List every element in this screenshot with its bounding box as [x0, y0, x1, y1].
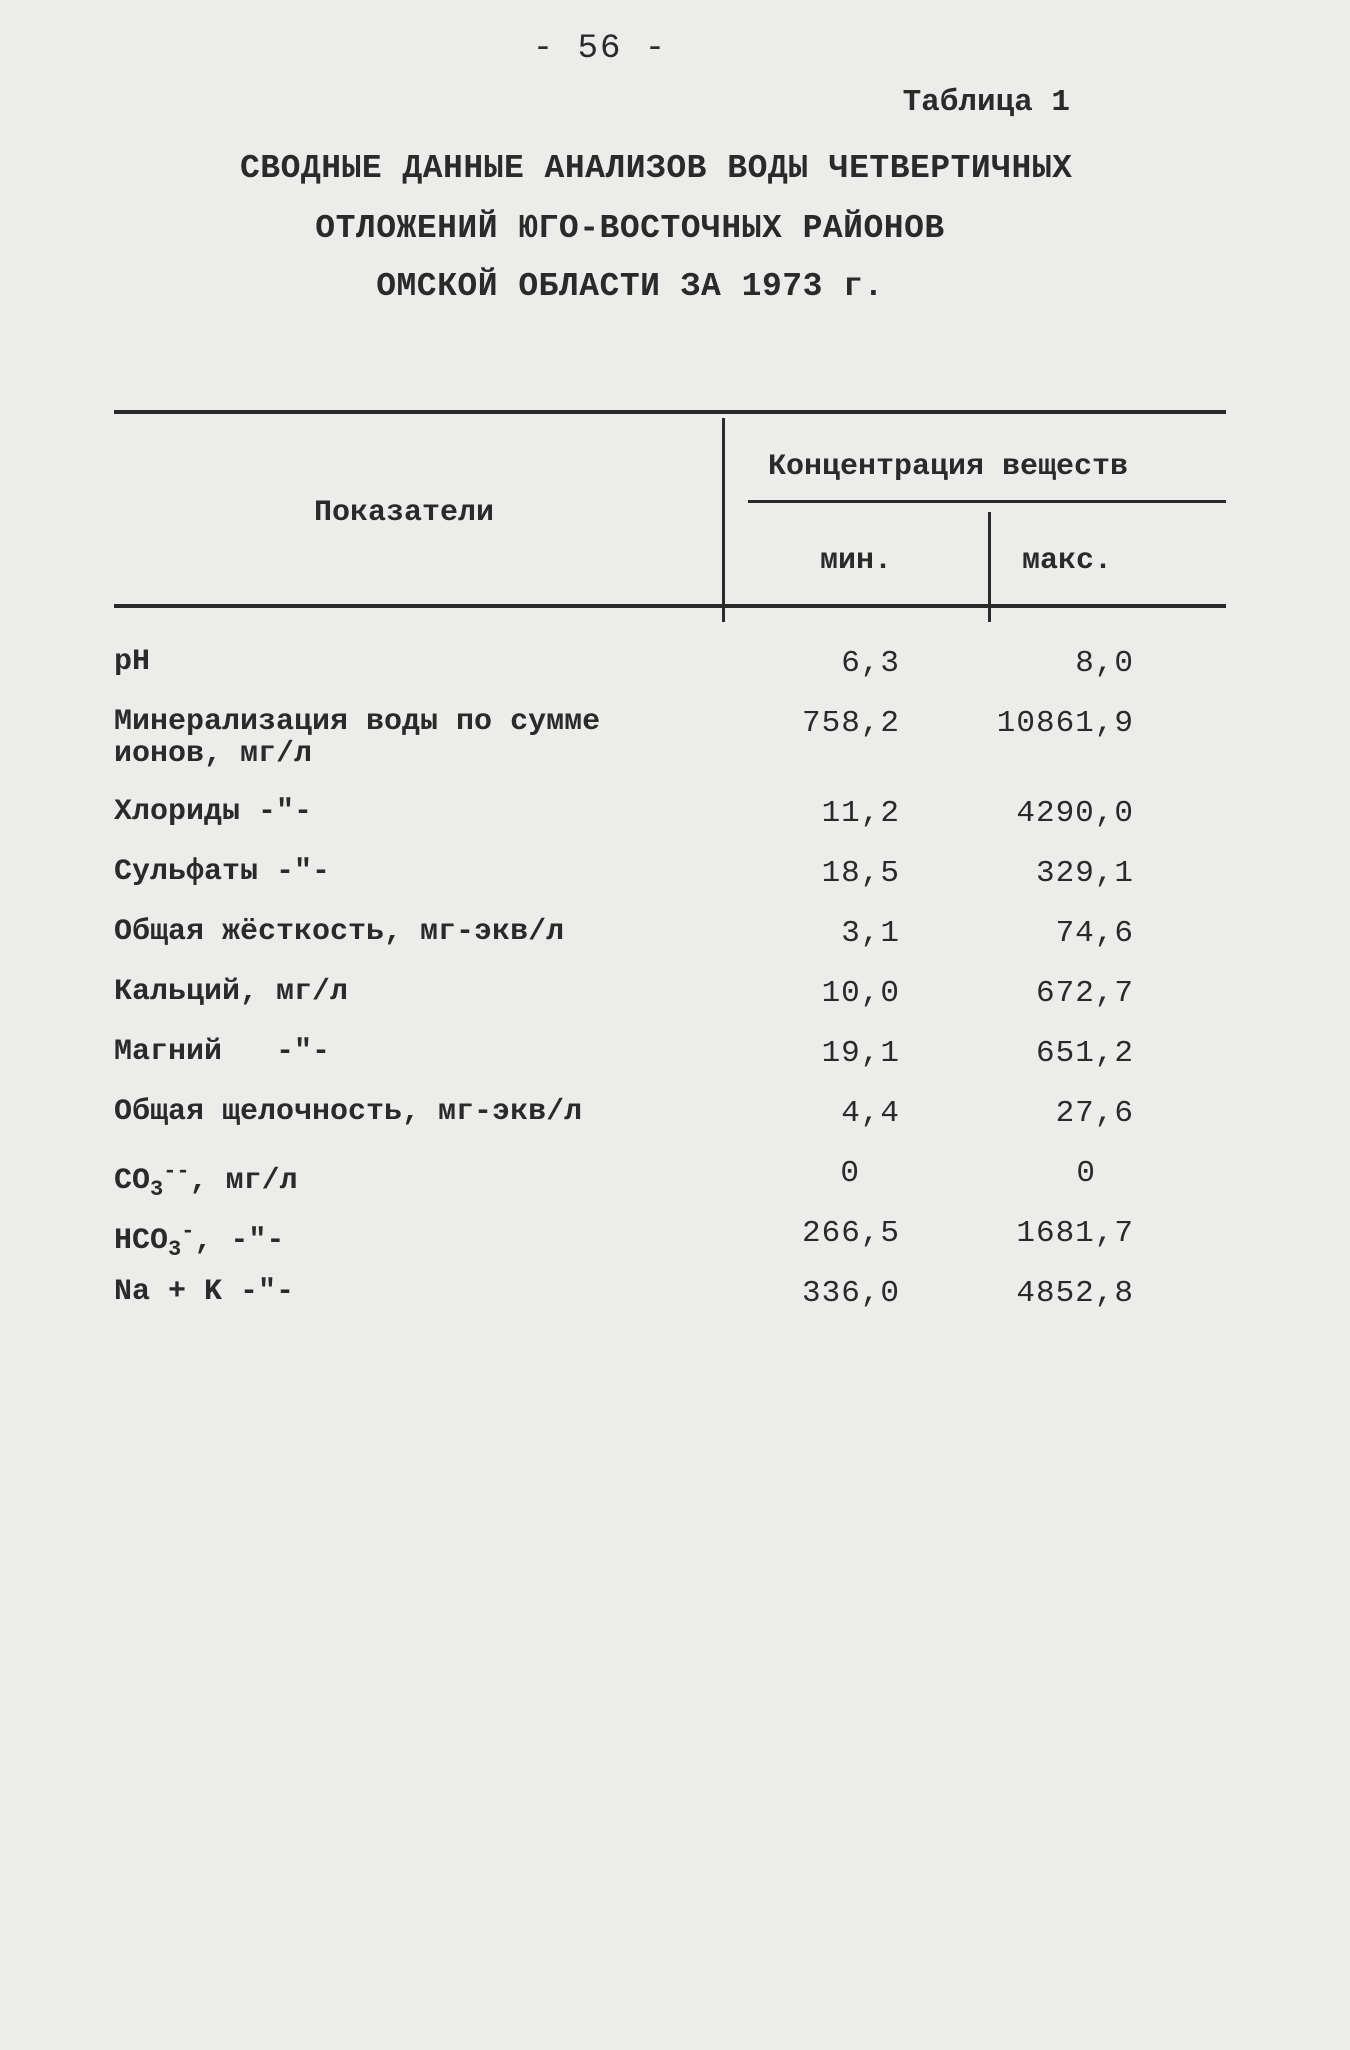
row-max-alkalinity: 27,6 [1055, 1096, 1134, 1131]
row-label-magnesium: Магний -"- [114, 1035, 331, 1069]
row-min-magnesium: 19,1 [821, 1036, 900, 1071]
row-label-alkalinity: Общая щелочность, мг-экв/л [114, 1095, 583, 1129]
co3-unit: , мг/л [189, 1164, 298, 1198]
row-max-calcium: 672,7 [1035, 976, 1134, 1011]
row-min-sulfates: 18,5 [821, 856, 900, 891]
row-label-sulfates: Сульфаты -"- [114, 855, 331, 889]
table-header-bottom-rule [114, 604, 1226, 608]
row-min-hco3: 266,5 [801, 1216, 900, 1251]
title-line-3: ОМСКОЙ ОБЛАСТИ ЗА 1973 г. [376, 268, 884, 305]
row-min-co3: 0 [840, 1156, 860, 1191]
row-min-chlorides: 11,2 [821, 796, 900, 831]
row-min-calcium: 10,0 [821, 976, 900, 1011]
hco3-charge: - [181, 1219, 195, 1244]
header-min: мин. [820, 544, 893, 578]
row-label-hardness: Общая жёсткость, мг-экв/л [114, 915, 565, 949]
header-indicators: Показатели [314, 496, 495, 530]
page-number: - 56 - [532, 30, 668, 68]
row-min-mineralization: 758,2 [801, 706, 900, 741]
row-max-sulfates: 329,1 [1035, 856, 1134, 891]
hco3-unit: , -"- [194, 1224, 285, 1258]
header-max: макс. [1022, 544, 1113, 578]
concentration-underline [748, 500, 1226, 503]
co3-charge: -- [163, 1159, 190, 1184]
row-label-mineralization [114, 706, 600, 770]
row-max-na-k: 4852,8 [1016, 1276, 1134, 1311]
co3-base: CO [114, 1164, 151, 1198]
row-max-hardness: 74,6 [1055, 916, 1134, 951]
row-label-co3 [114, 1156, 298, 1206]
hco3-subscript: 3 [168, 1237, 182, 1262]
co3-subscript: 3 [150, 1177, 164, 1202]
header-concentration: Концентрация веществ [768, 450, 1129, 484]
row-label-na-k: Na + K -"- [114, 1275, 295, 1309]
table-label: Таблица 1 [902, 85, 1070, 120]
row-max-hco3: 1681,7 [1016, 1216, 1134, 1251]
row-max-ph: 8,0 [1075, 646, 1134, 681]
row-min-hardness: 3,1 [841, 916, 900, 951]
row-min-ph: 6,3 [841, 646, 900, 681]
row-label-mineralization-line1: Минерализация воды по сумме [114, 705, 601, 739]
table-top-rule [114, 410, 1226, 414]
row-label-hco3 [114, 1216, 284, 1266]
title-line-1: СВОДНЫЕ ДАННЫЕ АНАЛИЗОВ ВОДЫ ЧЕТВЕРТИЧНЫХ [240, 150, 1073, 187]
row-label-calcium: Кальций, мг/л [114, 975, 349, 1009]
row-max-mineralization: 10861,9 [996, 706, 1134, 741]
row-max-chlorides: 4290,0 [1016, 796, 1134, 831]
title-line-2: ОТЛОЖЕНИЙ ЮГО-ВОСТОЧНЫХ РАЙОНОВ [315, 210, 945, 247]
hco3-base: HCO [114, 1224, 169, 1258]
row-label-mineralization-line2: ионов, мг/л [114, 737, 313, 771]
row-label-chlorides: Хлориды -"- [114, 795, 313, 829]
row-max-magnesium: 651,2 [1035, 1036, 1134, 1071]
row-max-co3: 0 [1076, 1156, 1096, 1191]
row-min-na-k: 336,0 [801, 1276, 900, 1311]
row-label-ph: pH [114, 645, 151, 679]
header-vertical-rule [722, 418, 725, 622]
row-min-alkalinity: 4,4 [841, 1096, 900, 1131]
